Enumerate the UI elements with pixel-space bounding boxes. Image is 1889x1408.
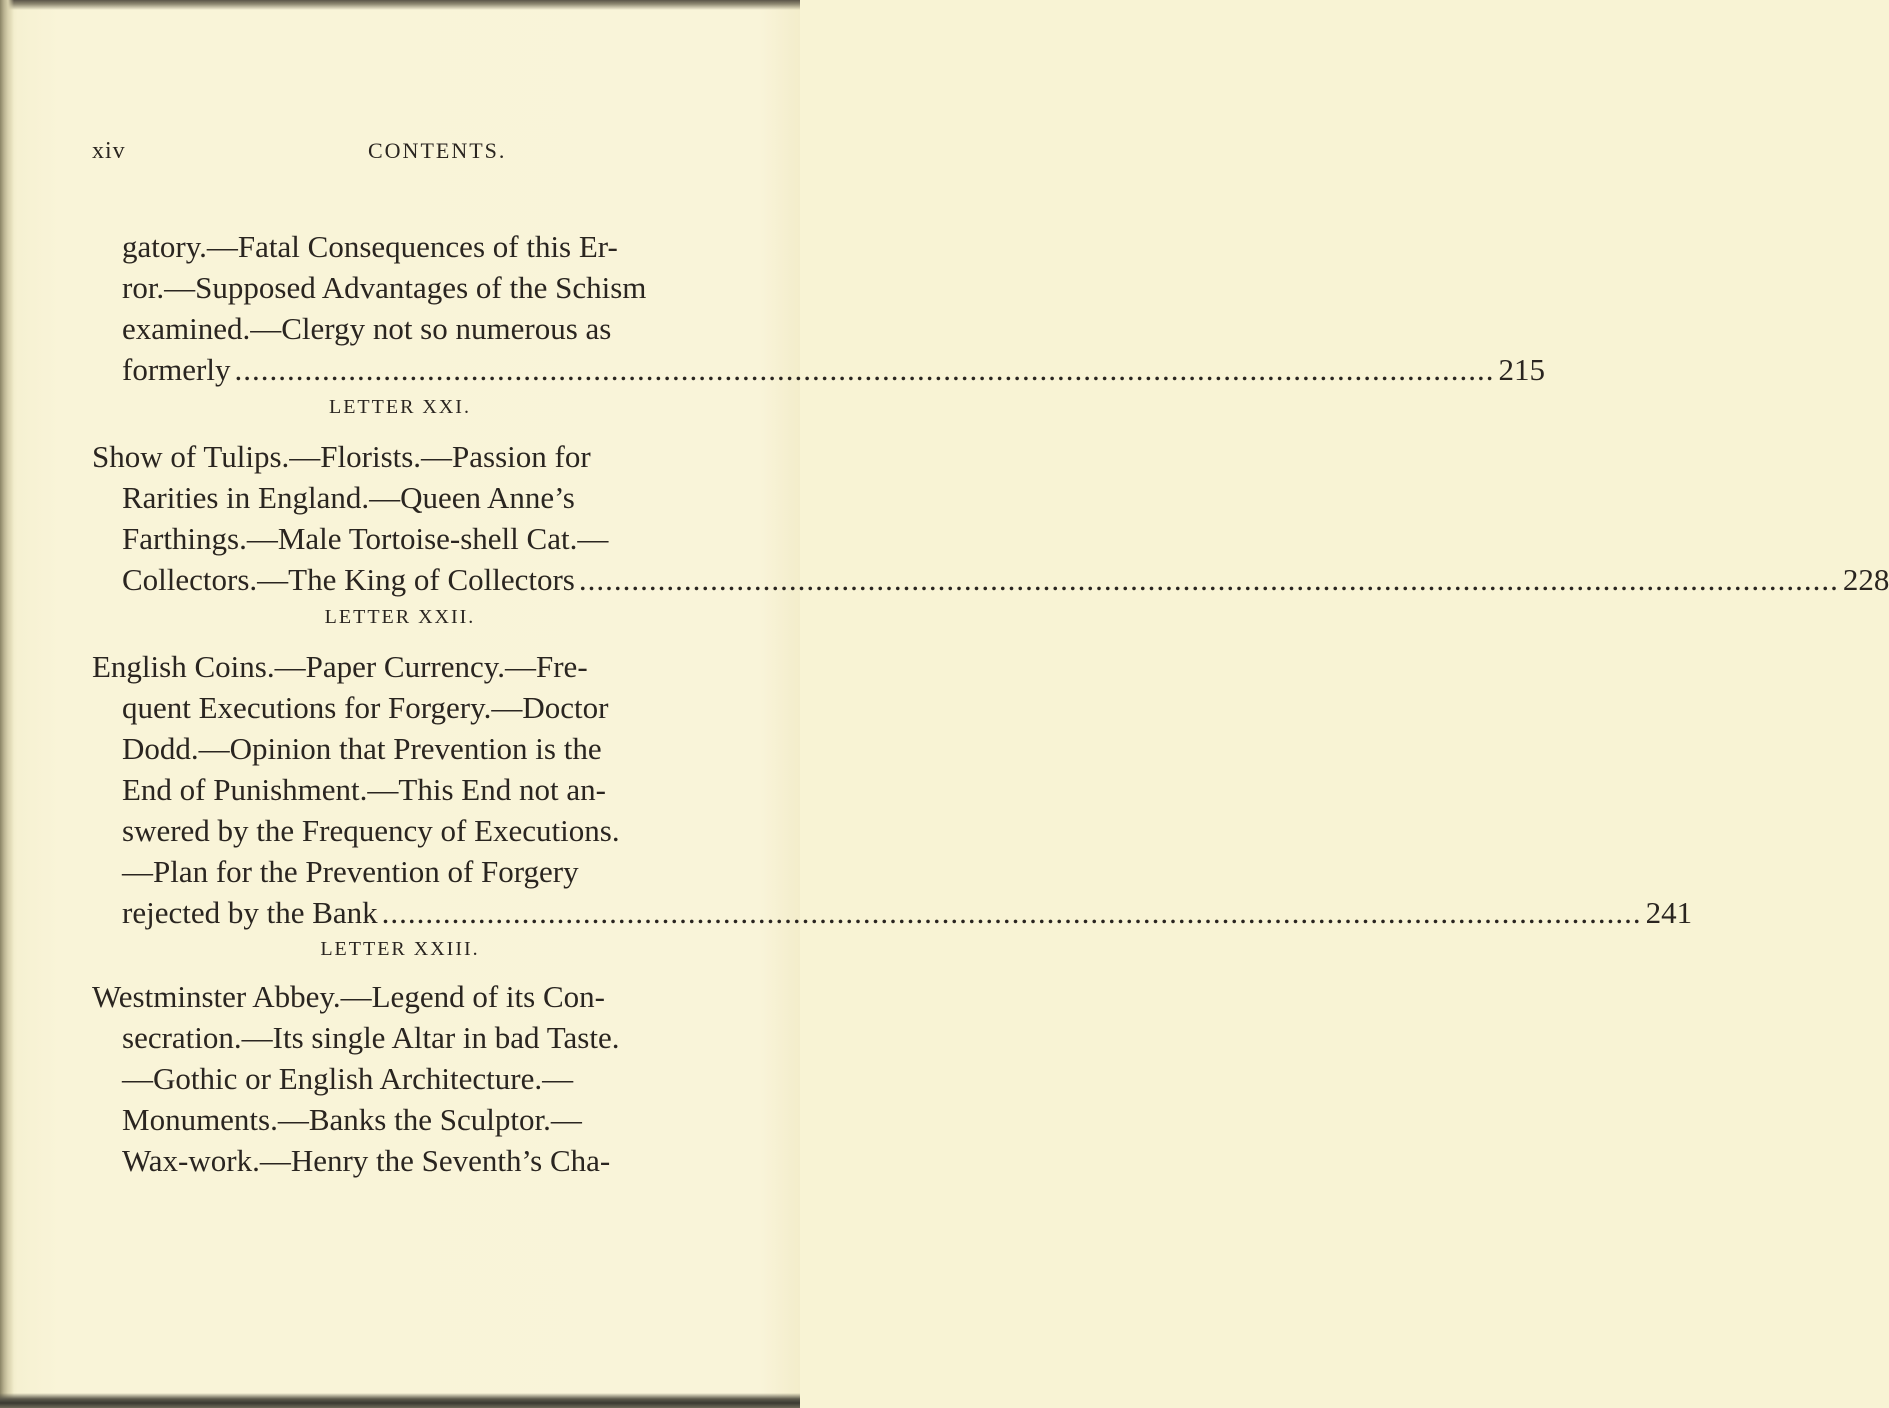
entry-line: rejected by the Bank: [122, 895, 378, 930]
entry-line: Collectors.—The King of Collectors: [122, 562, 575, 597]
entry-line: Monuments.—Banks the Sculptor.—: [122, 1102, 582, 1137]
leader-dots: ................................................................................................................................................: [234, 352, 1495, 387]
entry-line: Wax-work.—Henry the Seventh’s Cha-: [122, 1143, 611, 1178]
leader-dots: ................................................................................................................................................: [381, 895, 1642, 930]
entry-page-number: 215: [1498, 352, 1545, 387]
page-gutter-edge: [0, 0, 14, 1408]
entry-line: Westminster Abbey.—Legend of its Con-: [92, 979, 605, 1014]
leader-dots: ................................................................................................................................................: [578, 562, 1839, 597]
running-title: CONTENTS.: [368, 138, 507, 163]
entry-page-number: 228: [1842, 562, 1889, 597]
entry-line: —Gothic or English Architecture.—: [122, 1061, 574, 1096]
entry-line: —Plan for the Prevention of Forgery: [122, 854, 579, 889]
page-bottom-edge: [0, 1393, 800, 1408]
entry-line: gatory.—Fatal Consequences of this Er-: [122, 229, 618, 264]
entry-line: swered by the Frequency of Executions.: [122, 813, 620, 848]
entry-line: Show of Tulips.—Florists.—Passion for: [92, 439, 591, 474]
entry-line: secration.—Its single Altar in bad Taste.: [122, 1020, 620, 1055]
letter-heading: LETTER XXIII.: [320, 938, 480, 960]
page-number-folio: xiv: [92, 138, 126, 164]
entry-line: examined.—Clergy not so numerous as: [122, 311, 612, 346]
entry-last-line: [92, 349, 1545, 390]
entry-line: End of Punishment.—This End not an-: [122, 772, 606, 807]
entry-line: Rarities in England.—Queen Anne’s: [122, 480, 575, 515]
page-top-edge: [0, 0, 800, 10]
entry-line: Farthings.—Male Tortoise-shell Cat.—: [122, 521, 609, 556]
entry-line: English Coins.—Paper Currency.—Fre-: [92, 649, 588, 684]
letter-heading: LETTER XXII.: [324, 606, 476, 628]
entry-line: quent Executions for Forgery.—Doctor: [122, 690, 609, 725]
entry-page-number: 241: [1645, 895, 1693, 930]
letter-heading: LETTER XXI.: [329, 396, 471, 418]
entry-last-line: [92, 559, 1889, 600]
entry-line: formerly: [122, 352, 231, 387]
contents-entry-letter-xxi: [92, 436, 1889, 600]
contents-entry-continuation: [92, 226, 1545, 390]
running-header: [92, 138, 692, 168]
entry-line: Dodd.—Opinion that Prevention is the: [122, 731, 602, 766]
contents-entry-letter-xxiii: [92, 976, 792, 1181]
entry-line: ror.—Supposed Advantages of the Schism: [122, 270, 647, 305]
contents-entry-letter-xxii: [92, 646, 1693, 933]
entry-last-line: [92, 892, 1693, 933]
